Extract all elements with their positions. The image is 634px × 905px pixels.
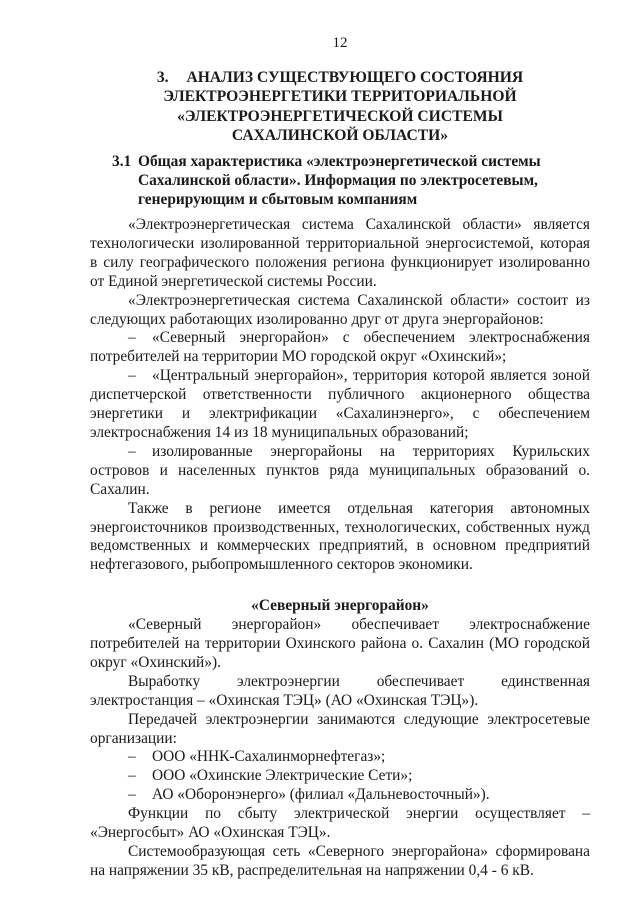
list-dash: – — [128, 329, 136, 347]
list-item: – изолированные энергорайоны на территориях Курильских островов и населенных пунктов ряда муниципальных образований о. Сахалин. — [90, 442, 590, 498]
chapter-title — [90, 68, 590, 145]
list-item: – АО «Оборонэнерго» (филиал «Дальневосточный»). — [128, 786, 490, 804]
page-number: 12 — [332, 35, 348, 51]
subheading-northern: «Северный энергорайон» — [251, 597, 429, 615]
paragraph-4: «Северный энергорайон» обеспечивает электроснабжение потребителей на территории Охинского района о. Сахалин (МО городской округ «Охинский»). — [90, 616, 590, 671]
chapter-title-line-4: САХАЛИНСКОЙ ОБЛАСТИ» — [231, 126, 449, 144]
paragraph-5: Выработку электроэнергии обеспечивает единственная электростанция – «Охинская ТЭЦ» (АО «Охинская ТЭЦ»). — [90, 672, 590, 709]
list-dash: – — [128, 367, 136, 385]
section-number: 3.1 — [112, 153, 132, 170]
document-body — [90, 216, 590, 881]
section-title-text: Общая характеристика «электроэнергетической системы Сахалинской области». Информация по электросетевым, генерирующим и сбытовым компаниям — [138, 153, 541, 208]
paragraph-1: «Электроэнергетическая система Сахалинской области» является технологически изолированной территориальной энергосистемой, которая в силу географического положения региона функционирует изолированно от Единой энергетической системы России. — [90, 216, 590, 290]
chapter-title-line-2: ЭЛЕКТРОЭНЕРГЕТИКИ ТЕРРИТОРИАЛЬНОЙ — [163, 88, 517, 106]
list-dash: – — [128, 442, 136, 460]
list-item: – «Центральный энергорайон», территория которой является зоной диспетчерской ответственности публичного акционерного общества энергетики и электрификации «Сахалинэнерго», с обеспечением электроснабжения 14 из 18 муниципальных образований; — [90, 367, 590, 441]
list-item: – ООО «ННК-Сахалинморнефтегаз»; — [128, 748, 386, 766]
paragraph-6: Передачей электроэнергии занимаются следующие электросетевые организации: — [90, 710, 590, 747]
paragraph-7: Функции по сбыту электрической энергии осуществляет – «Энергосбыт» АО «Охинская ТЭЦ». — [90, 805, 590, 842]
chapter-title-line-3: «ЭЛЕКТРОЭНЕРГЕТИЧЕСКОЙ СИСТЕМЫ — [177, 107, 503, 125]
list-dash: – — [128, 786, 136, 804]
list-dash: – — [128, 748, 136, 766]
chapter-number: 3. — [156, 69, 169, 86]
list-dash: – — [128, 767, 136, 785]
section-title — [112, 153, 582, 210]
paragraph-3: Также в регионе имеется отдельная категория автономных энергоисточников производственных, технологических, собственных нужд ведомственных и коммерческих предприятий, в основном предприятий нефтегазового, рыбопромышленного секторов экономики. — [90, 499, 590, 574]
paragraph-8: Системообразующая сеть «Северного энергорайона» сформирована на напряжении 35 кВ, распределительная на напряжении 0,4 - 6 кВ. — [90, 843, 590, 879]
list-item: – «Северный энергорайон» с обеспечением электроснабжения потребителей на территории МО городской округ «Охинский»; — [90, 329, 590, 366]
list-item: – ООО «Охинские Электрические Сети»; — [128, 767, 413, 785]
chapter-title-line-1: 3. АНАЛИЗ СУЩЕСТВУЮЩЕГО СОСТОЯНИЯ — [156, 69, 524, 86]
paragraph-2: «Электроэнергетическая система Сахалинской области» состоит из следующих работающих изолированно друг от друга энергорайонов: — [90, 291, 590, 328]
